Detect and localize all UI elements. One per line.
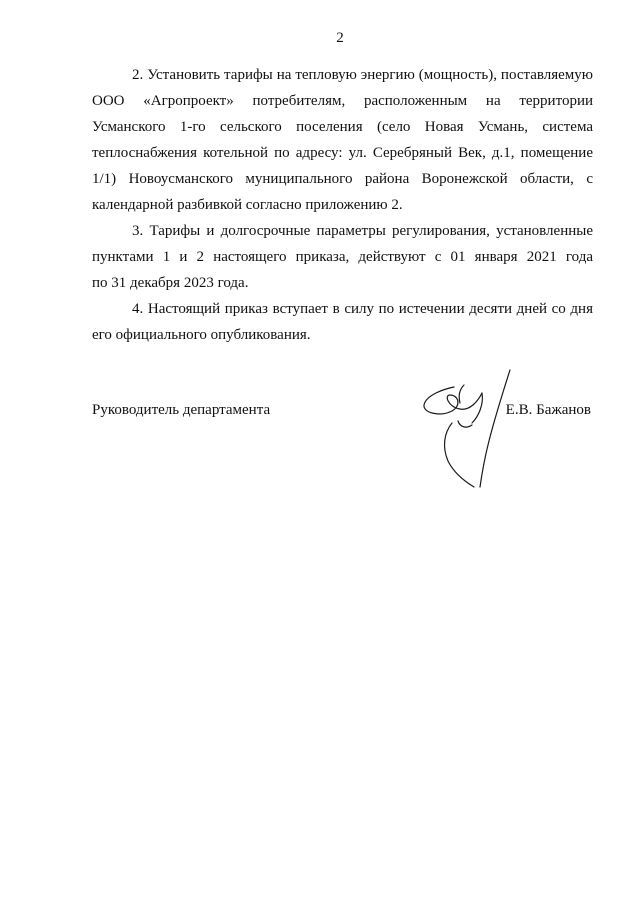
text-line: по 31 декабря 2023 года. bbox=[92, 275, 249, 291]
paragraph-tariffs-agroproekt bbox=[92, 62, 593, 218]
text-line: 4. Настоящий приказ вступает в силу по истечении десяти дней со дня bbox=[132, 301, 593, 317]
paragraph-tariff-validity bbox=[92, 218, 593, 296]
paragraph-effective-date bbox=[92, 296, 593, 348]
text-line: 1/1) Новоусманского муниципального района Воронежской области, с bbox=[92, 171, 593, 187]
text-line: пунктами 1 и 2 настоящего приказа, действуют с 01 января 2021 года bbox=[92, 249, 593, 265]
signer-title: Руководитель департамента bbox=[92, 402, 271, 418]
page-number: 2 bbox=[336, 30, 344, 46]
text-line: календарной разбивкой согласно приложению 2. bbox=[92, 197, 403, 213]
text-line: ООО «Агропроект» потребителям, расположенным на территории bbox=[92, 93, 593, 109]
signer-name: Е.В. Бажанов bbox=[505, 402, 591, 418]
text-line: 3. Тарифы и долгосрочные параметры регулирования, установленные bbox=[132, 223, 593, 239]
text-line: Усманского 1-го сельского поселения (село Новая Усмань, система bbox=[92, 119, 593, 135]
handwritten-signature-icon bbox=[414, 365, 514, 495]
document-body bbox=[92, 62, 593, 348]
signature-block bbox=[92, 400, 593, 430]
text-line: 2. Установить тарифы на тепловую энергию (мощность), поставляемую bbox=[132, 67, 593, 83]
text-line: его официального опубликования. bbox=[92, 327, 311, 343]
text-line: теплоснабжения котельной по адресу: ул. Серебряный Век, д.1, помещение bbox=[92, 145, 593, 161]
